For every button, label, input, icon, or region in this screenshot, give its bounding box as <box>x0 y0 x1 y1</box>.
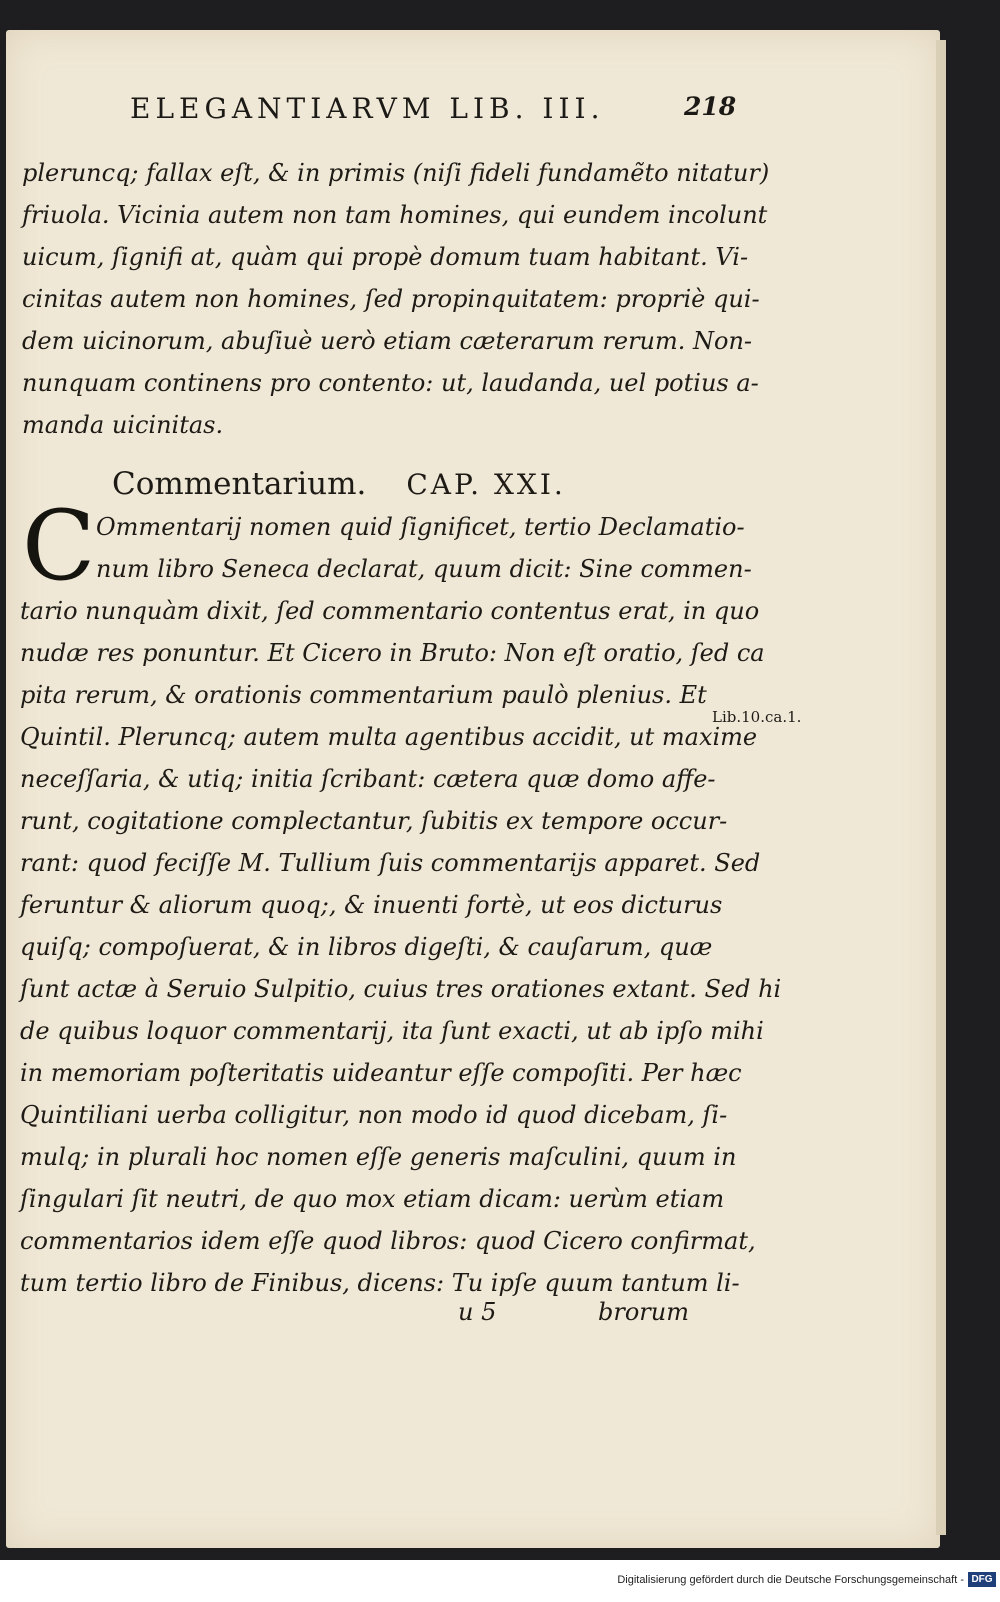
text-line: mulq; in plurali hoc nomen eſſe generis maſculini, quum in <box>20 1143 737 1171</box>
text-line: feruntur & aliorum quoq;, & inuenti fortè, ut eos dicturus <box>20 891 723 919</box>
text-line: dem uicinorum, abuſiuè uerò etiam cæterarum rerum. Non- <box>22 327 753 355</box>
text-line: ſingulari ſit neutri, de quo mox etiam dicam: uerùm etiam <box>20 1185 725 1213</box>
text-line: commentarios idem eſſe quod libros: quod Cicero confirmat, <box>20 1227 756 1255</box>
text-line: friuola. Vicinia autem non tam homines, qui eundem incolunt <box>22 201 768 229</box>
credit-bar <box>0 1560 1000 1602</box>
credit-text: Digitalisierung gefördert durch die Deutsche Forschungsgemeinschaft - <box>617 1574 964 1586</box>
text-line: pita rerum, & orationis commentarium paulò plenius. Et <box>20 681 707 709</box>
chapter-number: CAP. XXI. <box>406 468 566 501</box>
chapter-title: Commentarium. <box>112 466 367 502</box>
text-line: nunquam continens pro contento: ut, laudanda, uel potius a- <box>22 369 759 397</box>
dfg-logo: DFG <box>968 1572 996 1587</box>
text-line: quiſq; compoſuerat, & in libros digeſti, & cauſarum, quæ <box>20 933 713 961</box>
drop-cap: C <box>22 490 96 602</box>
text-line: Ommentarij nomen quid ſignificet, tertio Declamatio- <box>96 513 745 541</box>
catchword: brorum <box>598 1298 689 1326</box>
page-edge <box>936 40 946 1535</box>
text-line: pleruncq; fallax eſt, & in primis (niſi fideli fundamẽto nitatur) <box>22 159 770 187</box>
text-line: ſunt actæ à Seruio Sulpitio, cuius tres orationes extant. Sed hi <box>20 975 782 1003</box>
text-line: de quibus loquor commentarij, ita ſunt exacti, ut ab ipſo mihi <box>20 1017 764 1045</box>
margin-note: Lib.10.ca.1. <box>712 708 802 726</box>
text-line: nudæ res ponuntur. Et Cicero in Bruto: Non eſt oratio, ſed ca <box>20 639 765 667</box>
text-line: Quintiliani uerba colligitur, non modo id quod dicebam, ſi- <box>20 1101 728 1129</box>
page-number: 218 <box>684 92 737 121</box>
text-line: Quintil. Pleruncq; autem multa agentibus accidit, ut maxime <box>20 723 758 751</box>
signature-mark: u 5 <box>458 1298 497 1326</box>
text-line: neceſſaria, & utiq; initia ſcribant: cætera quæ domo affe- <box>20 765 716 793</box>
text-line: in memoriam poſteritatis uideantur eſſe compoſiti. Per hæc <box>20 1059 742 1087</box>
text-line: tario nunquàm dixit, ſed commentario contentus erat, in quo <box>20 597 760 625</box>
text-line: num libro Seneca declarat, quum dicit: Sine commen- <box>96 555 752 583</box>
text-line: tum tertio libro de Finibus, dicens: Tu ipſe quum tantum li- <box>20 1269 740 1297</box>
text-line: uicum, ſignifi at, quàm qui propè domum tuam habitant. Vi- <box>22 243 749 271</box>
intro-paragraph <box>22 152 770 446</box>
text-line: rant: quod feciſſe M. Tullium ſuis commentarijs apparet. Sed <box>20 849 761 877</box>
text-line: cinitas autem non homines, ſed propinquitatem: propriè qui- <box>22 285 760 313</box>
text-line: manda uicinitas. <box>22 411 224 439</box>
text-line: runt, cogitatione complectantur, ſubitis ex tempore occur- <box>20 807 728 835</box>
running-head: ELEGANTIARVM LIB. III. <box>130 92 605 125</box>
chapter-heading <box>112 466 566 502</box>
